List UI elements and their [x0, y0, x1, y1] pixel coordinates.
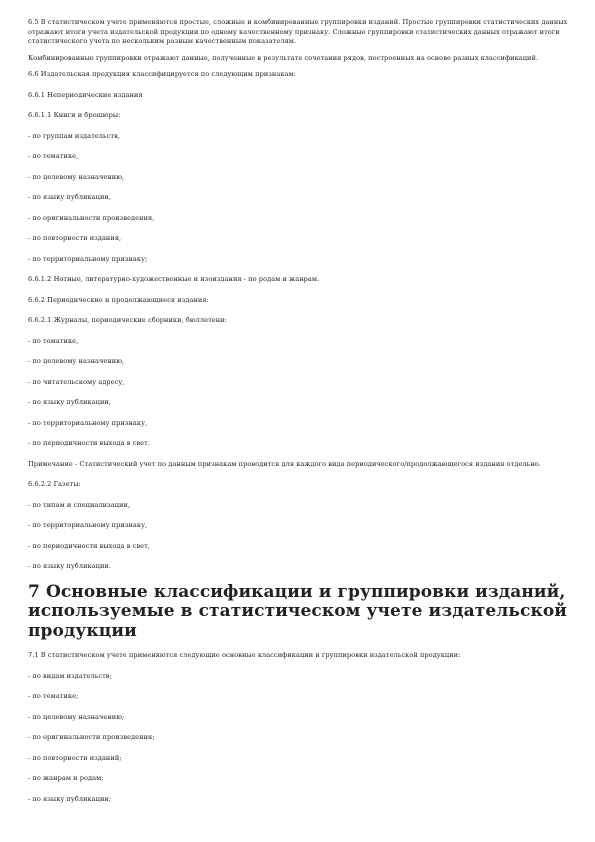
list-item: - по повторности издания,: [28, 234, 122, 242]
list-item: - по тематике;: [28, 692, 79, 700]
list-item: - по языку публикации.: [28, 562, 111, 570]
paragraph-6-6-1: 6.6.1 Непериодические издания: [28, 90, 143, 99]
paragraph-combined-groupings: Комбинированные группировки отражают данные, полученные в результате сочетания рядов, построенных на основе разных классификаций.: [28, 53, 539, 62]
paragraph-6-6-1-2: 6.6.1.2 Нотные, литературно-художественные и изоиздания - по родам и жанрам.: [28, 275, 320, 283]
list-item: - по целевому назначению;: [28, 712, 125, 721]
paragraph-6-6-2-1: 6.6.2.1 Журналы, периодические сборники, бюллетени:: [28, 316, 227, 324]
list-item: - по целевому назначению,: [28, 172, 125, 181]
paragraph-6-6: 6.6 Издательская продукция классифицируется по следующим признакам:: [28, 70, 296, 78]
list-item: - по языку публикации;: [28, 794, 112, 803]
list-item: - по языку публикации,: [28, 193, 111, 201]
document-page: [28, 18, 568, 804]
list-item: - по оригинальности произведения,: [28, 213, 155, 222]
paragraph-6-6-2: 6.6.2 Периодические и продолжающиеся издания:: [28, 295, 209, 304]
list-item: - по периодичности выхода в свет.: [28, 439, 150, 447]
list-item: - по типам и специализации,: [28, 500, 131, 509]
section-7-heading: 7 Основные классификации и группировки изданий, используемые в статистическом учете издательской продукции: [28, 581, 567, 641]
note: Примечание - Статистический учет по данным признакам проводится для каждого вида периодического/продолжающегося издания отдельно.: [28, 459, 541, 468]
list-item: - по целевому назначению,: [28, 357, 125, 365]
list-item: - по читательскому адресу,: [28, 377, 125, 386]
list-item: - по повторности изданий;: [28, 753, 122, 762]
list-item: - по территориальному признаку;: [28, 254, 148, 263]
list-item: - по языку публикации,: [28, 398, 111, 406]
list-item: - по тематике,: [28, 152, 79, 160]
paragraph-6-6-1-1: 6.6.1.1 Книги и брошюры:: [28, 111, 121, 119]
paragraph-7-1: 7.1 В статистическом учете применяются следующие основные классификации и группировки издательской продукции:: [28, 651, 461, 659]
list-item: - по видам издательств;: [28, 671, 112, 680]
list-item: - по оригинальности произведения;: [28, 733, 155, 741]
list-item: - по периодичности выхода в свет,: [28, 541, 150, 550]
paragraph-6-6-2-2: 6.6.2.2 Газеты:: [28, 480, 81, 488]
paragraph-6-5: 6.5 В статистическом учете применяются простые, сложные и комбинированные группировки изданий. Простые группировки статистических данных отражают итоги учета издательской продукции по одному качественному признаку. Сложные группировки статистических данных отражают итоги статистического учета по нескольким разным качественным показателям.: [28, 18, 568, 45]
list-item: - по тематике,: [28, 336, 79, 345]
list-item: - по территориальному признаку,: [28, 418, 148, 427]
list-item: - по территориальному признаку,: [28, 521, 148, 529]
list-item: - по группам издательств,: [28, 131, 120, 140]
list-item: - по жанрам и родам;: [28, 774, 104, 782]
